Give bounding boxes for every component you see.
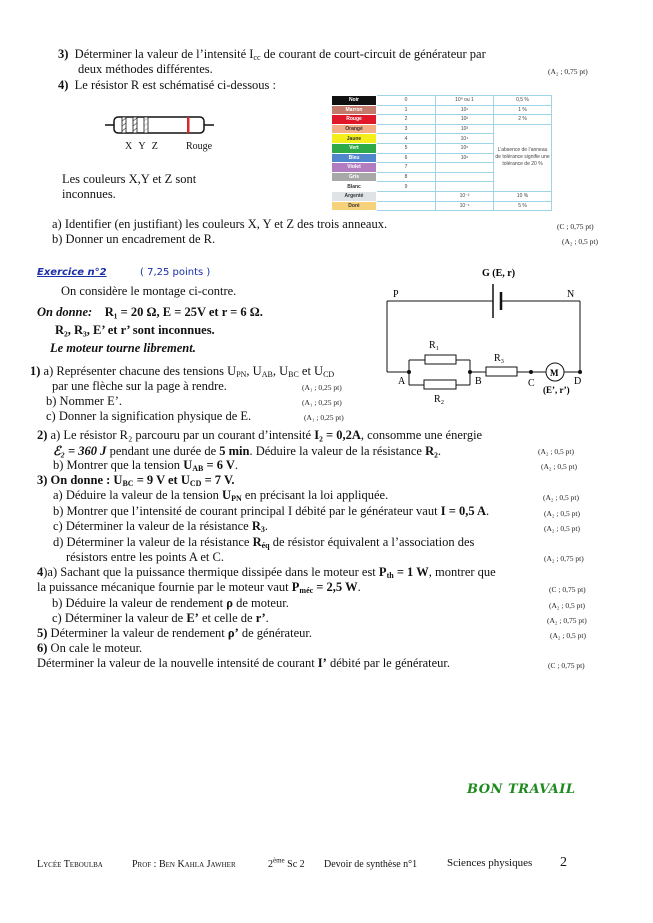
part-4a: 4)a) Sachant que la puissance thermique dissipée dans le moteur est $P_{th} = 1$ W, montrer que <box>37 565 496 580</box>
part-4b: b) Déduire la valeur de rendement ρ de moteur. <box>52 596 289 610</box>
points-badge: (C ; 0,75 pt) <box>557 222 594 231</box>
color-name: Argenté <box>332 191 377 201</box>
color-name: Doré <box>332 201 377 211</box>
unknown-colors-text-2: inconnues. <box>62 187 116 201</box>
color-code-row <box>332 191 552 201</box>
points-badge: (A₂ ; 0,5 pt) <box>562 237 598 246</box>
color-name: Noir <box>332 96 377 106</box>
part-6-line2: Déterminer la valeur de la nouvelle intensité de courant I’ débité par le générateur. <box>37 656 451 670</box>
part-4a-line2: la puissance mécanique fournie par le moteur vaut $P_{méc} = 2,5$ W. <box>37 580 361 595</box>
resistor-r1 <box>425 355 456 364</box>
color-multiplier: 10² <box>436 115 494 125</box>
band-labels: X Y Z <box>125 141 160 152</box>
color-multiplier: 10¹ <box>436 105 494 115</box>
color-digit: 5 <box>377 143 436 153</box>
color-multiplier: 10⁶ <box>436 153 494 163</box>
color-digit: 8 <box>377 172 436 182</box>
label-r3: R₃ <box>494 353 505 364</box>
tolerance-note: L’absence de l’anneau de tolérance signifie une tolérance de 20 % <box>494 124 552 191</box>
color-multiplier: 10³ <box>436 124 494 134</box>
part-1a: 1) a) Représenter chacune des tensions $U_{PN}$, $U_{AB}$, $U_{BC}$ et $U_{CD}$ <box>30 364 335 379</box>
motor-params: (E’, r’) <box>543 385 570 395</box>
footer-subject: Sciences physiques <box>447 857 533 869</box>
points-badge: (A₂ ; 0,75 pt) <box>544 554 584 563</box>
footer-school: Lycée Teboulba <box>37 859 103 870</box>
color-code-row <box>332 115 552 125</box>
part-3c: c) Déterminer la valeur de la résistance $R_3$. <box>53 519 269 534</box>
node-d-dot <box>578 370 582 374</box>
color-digit: 0 <box>377 96 436 106</box>
color-name: Marron <box>332 105 377 115</box>
color-tolerance: 5 % <box>494 201 552 211</box>
color-multiplier: 10⁻¹ <box>436 201 494 211</box>
points-badge: (C ; 0,75 pt) <box>548 661 585 670</box>
color-digit: 9 <box>377 182 436 192</box>
color-tolerance: 2 % <box>494 115 552 125</box>
unknowns: R₂, R₃, E’ et r’ sont inconnues. <box>55 323 215 337</box>
part-6: 6) On cale le moteur. <box>37 641 143 655</box>
resistor-r3 <box>486 367 517 376</box>
label-r2: R₂ <box>434 394 445 405</box>
part-3b: b) Montrer que l’intensité de courant principal I débité par le générateur vaut I = 0,5 A. <box>53 504 490 518</box>
color-multiplier <box>436 163 494 173</box>
color-multiplier <box>436 182 494 192</box>
node-p: P <box>393 289 399 300</box>
part-4c: c) Déterminer la valeur de E’ et celle de r’. <box>52 611 269 625</box>
color-name: Vert <box>332 143 377 153</box>
part-3a: a) Déduire la valeur de la tension $U_{PN}$ en précisant la loi appliquée. <box>53 488 389 503</box>
part-3d-line2: résistors entre les points A et C. <box>66 550 224 564</box>
part-3-head: 3) On donne : $U_{BC} = 9$ V et $U_{CD} = 7$ V. <box>37 473 235 488</box>
part-5: 5) Déterminer la valeur de rendement ρ’ de générateur. <box>37 626 312 640</box>
color-digit: 6 <box>377 153 436 163</box>
part-2b: b) Montrer que la tension $U_{AB} = 6$ V. <box>53 458 239 473</box>
color-tolerance: 1 % <box>494 105 552 115</box>
footer-exam: Devoir de synthèse n°1 <box>324 859 418 870</box>
question-4: 4) Le résistor R est schématisé ci-dessous : <box>58 78 277 92</box>
circuit-diagram <box>380 262 600 412</box>
points-badge: (A₁ ; 0,25 pt) <box>302 398 342 407</box>
color-digit: 1 <box>377 105 436 115</box>
unknown-colors-text: Les couleurs X,Y et Z sont <box>62 172 197 186</box>
question-3-line2: deux méthodes différentes. <box>78 62 213 76</box>
node-n: N <box>567 289 575 300</box>
question-4a: a) Identifier (en justifiant) les couleurs X, Y et Z des trois anneaux. <box>52 217 388 231</box>
color-name: Rouge <box>332 115 377 125</box>
color-name: Jaune <box>332 134 377 144</box>
color-digit <box>377 201 436 211</box>
points-badge: (A₂ ; 0,5 pt) <box>549 601 585 610</box>
resistor-r2 <box>424 380 456 389</box>
color-code-row <box>332 105 552 115</box>
color-tolerance: 0,5 % <box>494 96 552 106</box>
color-name: Violet <box>332 163 377 173</box>
color-digit: 3 <box>377 124 436 134</box>
page-number: 2 <box>560 855 567 870</box>
closing-message: BON TRAVAIL <box>467 782 576 797</box>
points-badge: (A₂ ; 0,5 pt) <box>541 462 577 471</box>
footer-prof: Prof : Ben Kahla Jawher <box>132 859 236 870</box>
color-digit: 7 <box>377 163 436 173</box>
part-2a-line2: ℰ₂ = 360 J pendant une durée de 5 min. Déduire la valeur de la résistance R₂. <box>53 444 441 458</box>
question-3: 3) Déterminer la valeur de l’intensité $I_{cc}$ de courant de court-circuit de générateur par <box>58 47 486 62</box>
generator-label: G (E, r) <box>482 268 516 279</box>
points-badge: (A₁ ; 0,25 pt) <box>304 413 344 422</box>
points-badge: (A₂ ; 0,5 pt) <box>544 509 580 518</box>
color-multiplier: 10⁴ <box>436 134 494 144</box>
part-1c: c) Donner la signification physique de E. <box>46 409 252 423</box>
color-multiplier: 10⁰ ou 1 <box>436 96 494 106</box>
resistor-body <box>114 117 204 133</box>
points-badge: (A₂ ; 0,75 pt) <box>547 616 587 625</box>
color-digit: 4 <box>377 134 436 144</box>
color-name: Orangé <box>332 124 377 134</box>
motor-free: Le moteur tourne librement. <box>50 341 196 355</box>
color-name: Blanc <box>332 182 377 192</box>
node-c: C <box>528 378 535 389</box>
color-multiplier: 10⁻² <box>436 191 494 201</box>
node-a: A <box>398 376 406 387</box>
band-rouge <box>187 117 190 133</box>
points-badge: (A₁ ; 0,25 pt) <box>302 383 342 392</box>
color-multiplier: 10⁵ <box>436 143 494 153</box>
exercise-points: ( 7,25 points ) <box>140 267 211 278</box>
part-1b: b) Nommer E’. <box>46 394 123 408</box>
resistor-diagram <box>100 113 220 139</box>
question-4b: b) Donner un encadrement de R. <box>52 232 216 246</box>
question-number: 3) <box>58 47 69 61</box>
color-code-row <box>332 96 552 106</box>
color-digit: 2 <box>377 115 436 125</box>
color-tolerance: 10 % <box>494 191 552 201</box>
points-badge: (A₂ ; 0,5 pt) <box>544 524 580 533</box>
part-3d: d) Déterminer la valeur de la résistance $R_{éq}$ de résistor équivalent a l’association des <box>53 535 475 550</box>
color-multiplier <box>436 172 494 182</box>
exercise-title: Exercice n°2 <box>37 267 107 278</box>
points-badge: (A₂ ; 0,75 pt) <box>548 67 588 76</box>
band-label-rouge: Rouge <box>186 141 213 152</box>
svg-text:M: M <box>550 368 559 378</box>
node-b: B <box>475 376 482 387</box>
color-name: Gris <box>332 172 377 182</box>
node-d: D <box>574 376 582 387</box>
points-badge: (A₂ ; 0,5 pt) <box>550 631 586 640</box>
color-code-row <box>332 201 552 211</box>
color-digit <box>377 191 436 201</box>
label-r1: R₁ <box>429 340 440 351</box>
color-code-table <box>331 95 552 211</box>
exercise-intro: On considère le montage ci-contre. <box>61 284 237 298</box>
points-badge: (A₂ ; 0,5 pt) <box>543 493 579 502</box>
part-2a: 2) a) Le résistor R₂ parcouru par un courant d’intensité I₂ = 0,2A, consomme une énergie <box>37 428 483 442</box>
given-values: On donne: R₁ = 20 Ω, E = 25V et r = 6 Ω. <box>37 305 263 319</box>
node-c-dot <box>529 370 533 374</box>
part-1a-line2: par une flèche sur la page à rendre. <box>52 379 227 393</box>
color-code-row <box>332 124 552 134</box>
points-badge: (A₂ ; 0,5 pt) <box>538 447 574 456</box>
color-name: Bleu <box>332 153 377 163</box>
footer-class: 2ème Sc 2 <box>268 856 305 870</box>
points-badge: (C ; 0,75 pt) <box>549 585 586 594</box>
